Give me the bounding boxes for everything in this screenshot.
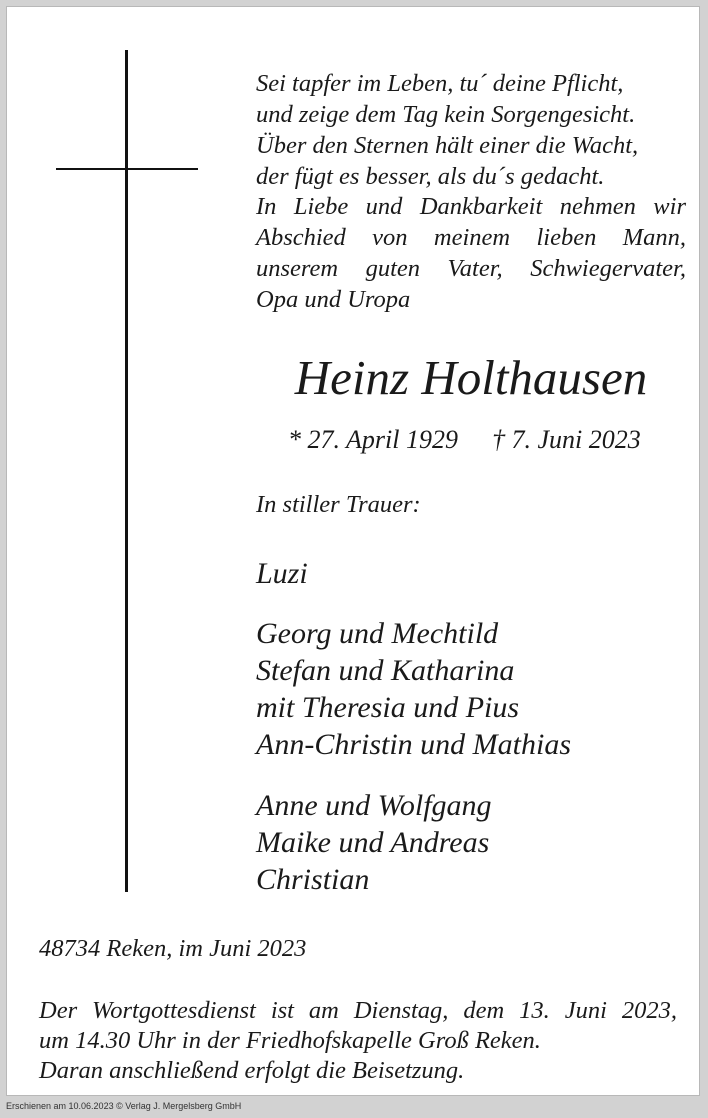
mourner-name: Luzi: [256, 557, 308, 590]
farewell-line: Abschied von meinem lieben Mann,: [256, 224, 686, 251]
mourner-name: Maike und Andreas: [256, 826, 490, 859]
service-line: um 14.30 Uhr in der Friedhofskapelle Groß Reken.: [39, 1027, 541, 1054]
poem-verse: [256, 37, 686, 192]
mourner-group-2: [256, 615, 571, 763]
farewell-line: Opa und Uropa: [256, 286, 411, 313]
life-dates: [288, 425, 641, 455]
funeral-service-info: [39, 996, 677, 1086]
publication-footer: Erschienen am 10.06.2023 © Verlag J. Mergelsberg GmbH: [6, 1101, 242, 1111]
mourner-name: Anne und Wolfgang: [256, 789, 492, 822]
service-line: Daran anschließend erfolgt die Beisetzung.: [39, 1057, 465, 1084]
birth-date: * 27. April 1929: [288, 425, 458, 454]
poem-line: Sei tapfer im Leben, tu´ deine Pflicht,: [256, 70, 624, 97]
poem-line: und zeige dem Tag kein Sorgengesicht.: [256, 101, 636, 128]
farewell-line: unserem guten Vater, Schwiegervater,: [256, 255, 686, 282]
mourner-name: mit Theresia und Pius: [256, 691, 520, 724]
death-date: † 7. Juni 2023: [491, 425, 641, 454]
poem-line: Über den Sternen hält einer die Wacht,: [256, 132, 639, 159]
mourner-name: Ann-Christin und Mathias: [256, 728, 572, 761]
place-date: 48734 Reken, im Juni 2023: [39, 935, 307, 962]
cross-vertical-beam: [125, 50, 128, 892]
mourner-group-1: [256, 555, 308, 592]
mourning-intro: In stiller Trauer:: [256, 491, 421, 518]
poem-line: der fügt es besser, als du´s gedacht.: [256, 163, 605, 190]
mourner-name: Christian: [256, 863, 370, 896]
deceased-name: Heinz Holthausen: [294, 350, 648, 405]
mourner-name: Stefan und Katharina: [256, 654, 515, 687]
mourner-name: Georg und Mechtild: [256, 617, 499, 650]
obituary-notice: [6, 6, 700, 1096]
farewell-text: [256, 191, 686, 315]
service-line: Der Wortgottesdienst ist am Dienstag, dem 13. Juni 2023,: [39, 997, 677, 1024]
mourner-group-3: [256, 787, 492, 898]
farewell-line: In Liebe und Dankbarkeit nehmen wir: [256, 193, 686, 220]
cross-horizontal-beam: [56, 168, 198, 170]
